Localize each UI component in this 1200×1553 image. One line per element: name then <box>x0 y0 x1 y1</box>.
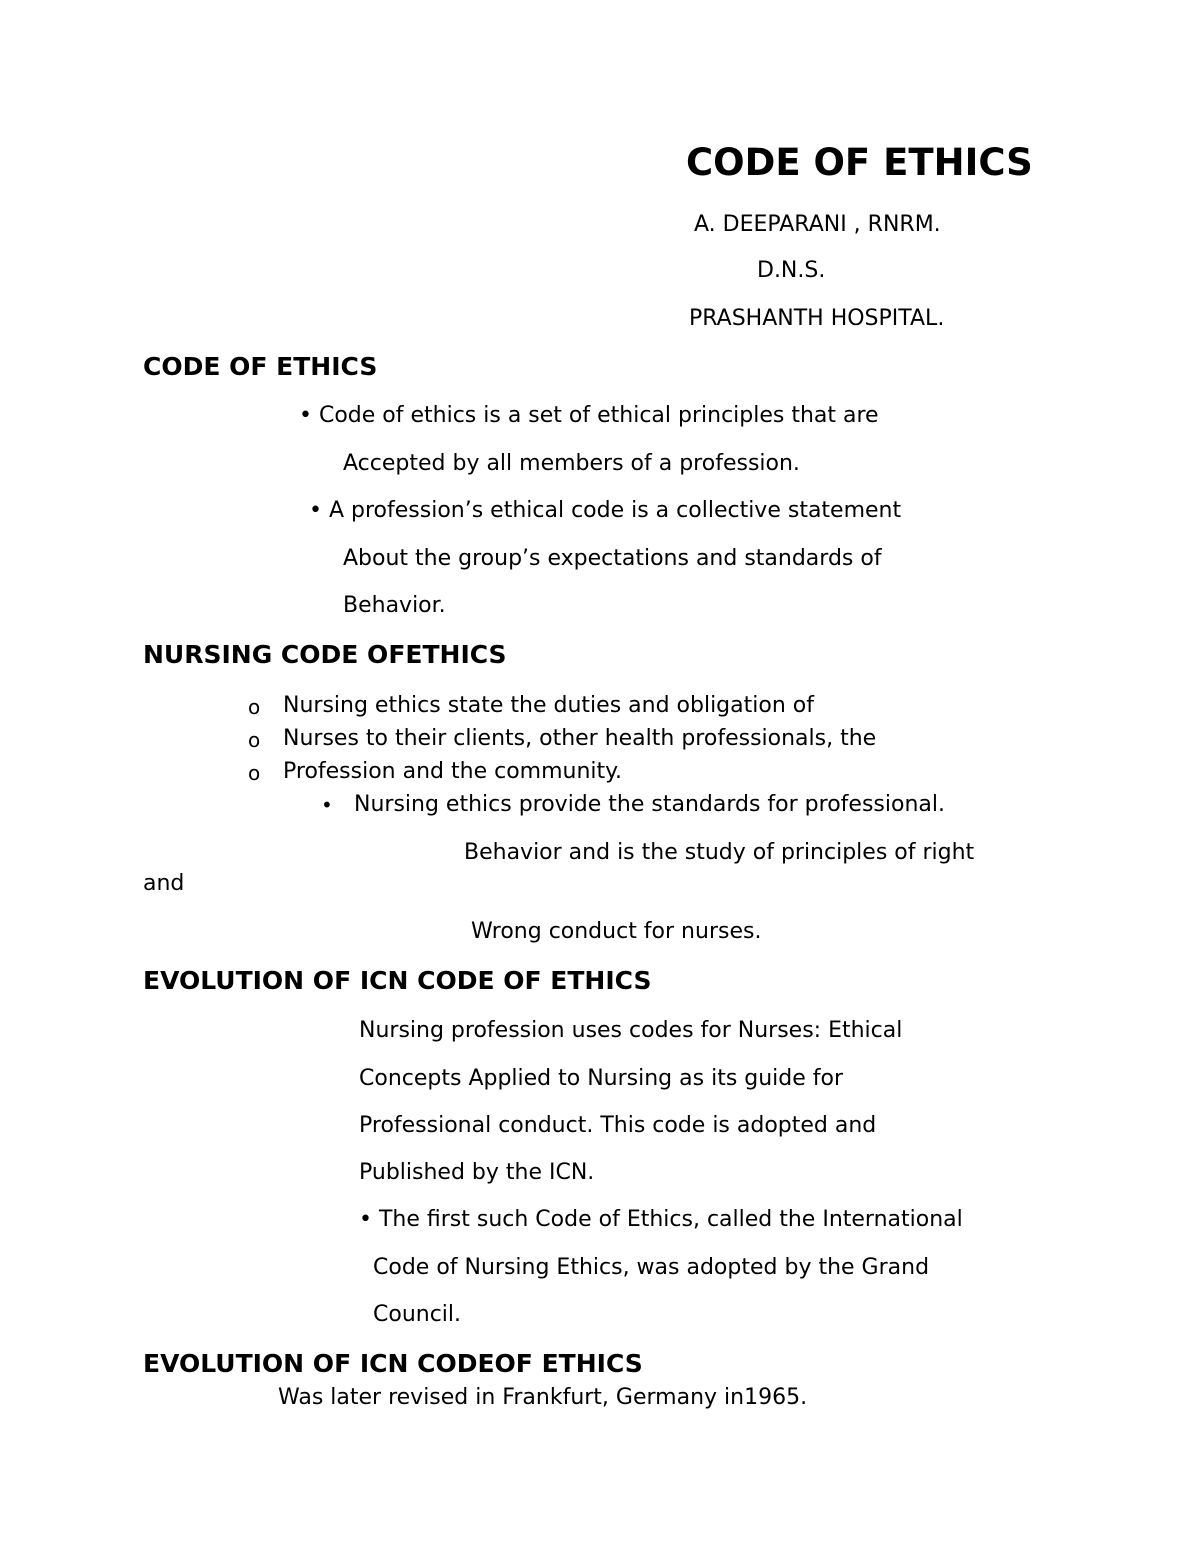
author-designation: D.N.S. <box>757 258 826 283</box>
text-line: Published by the ICN. <box>359 1160 595 1185</box>
document-title: CODE OF ETHICS <box>686 141 1033 184</box>
section-heading-evolution: EVOLUTION OF ICN CODE OF ETHICS <box>143 966 652 995</box>
text-line: Behavior. <box>343 593 446 618</box>
text-line: Nursing profession uses codes for Nurses: Ethical <box>359 1018 903 1043</box>
text-line: Concepts Applied to Nursing as its guide for <box>359 1066 844 1091</box>
text-line: About the group’s expectations and standards of <box>343 546 882 571</box>
text-line: Accepted by all members of a profession. <box>343 451 800 476</box>
text-line: Code of Nursing Ethics, was adopted by the Grand <box>373 1255 930 1280</box>
text-line: and <box>143 871 185 896</box>
text-line: Professional conduct. This code is adopted and <box>359 1113 877 1138</box>
text-line: Wrong conduct for nurses. <box>471 919 762 944</box>
circle-bullet-icon: o <box>248 728 261 752</box>
text-line: • The first such Code of Ethics, called the International <box>359 1207 963 1232</box>
circle-bullet-icon: o <box>248 695 261 719</box>
text-line: Council. <box>373 1302 462 1327</box>
section-heading-evolution-2: EVOLUTION OF ICN CODEOF ETHICS <box>143 1349 643 1378</box>
text-line: Was later revised in Frankfurt, Germany in1965. <box>278 1385 808 1410</box>
author-institution: PRASHANTH HOSPITAL. <box>689 306 945 331</box>
text-line: • A profession’s ethical code is a collective statement <box>309 498 902 523</box>
text-line: • Code of ethics is a set of ethical principles that are <box>299 403 879 428</box>
text-line: Nursing ethics provide the standards for professional. <box>354 792 945 817</box>
list-item: Profession and the community. <box>283 759 623 784</box>
list-item: Nursing ethics state the duties and obligation of <box>283 693 814 718</box>
section-heading-nursing-code: NURSING CODE OFETHICS <box>143 640 507 669</box>
section-heading-code-of-ethics: CODE OF ETHICS <box>143 352 378 381</box>
text-line: Behavior and is the study of principles of right <box>464 840 975 865</box>
circle-bullet-icon: o <box>248 761 261 785</box>
bullet-icon: • <box>321 793 333 817</box>
author-name: A. DEEPARANI , RNRM. <box>694 212 941 237</box>
list-item: Nurses to their clients, other health professionals, the <box>283 726 877 751</box>
